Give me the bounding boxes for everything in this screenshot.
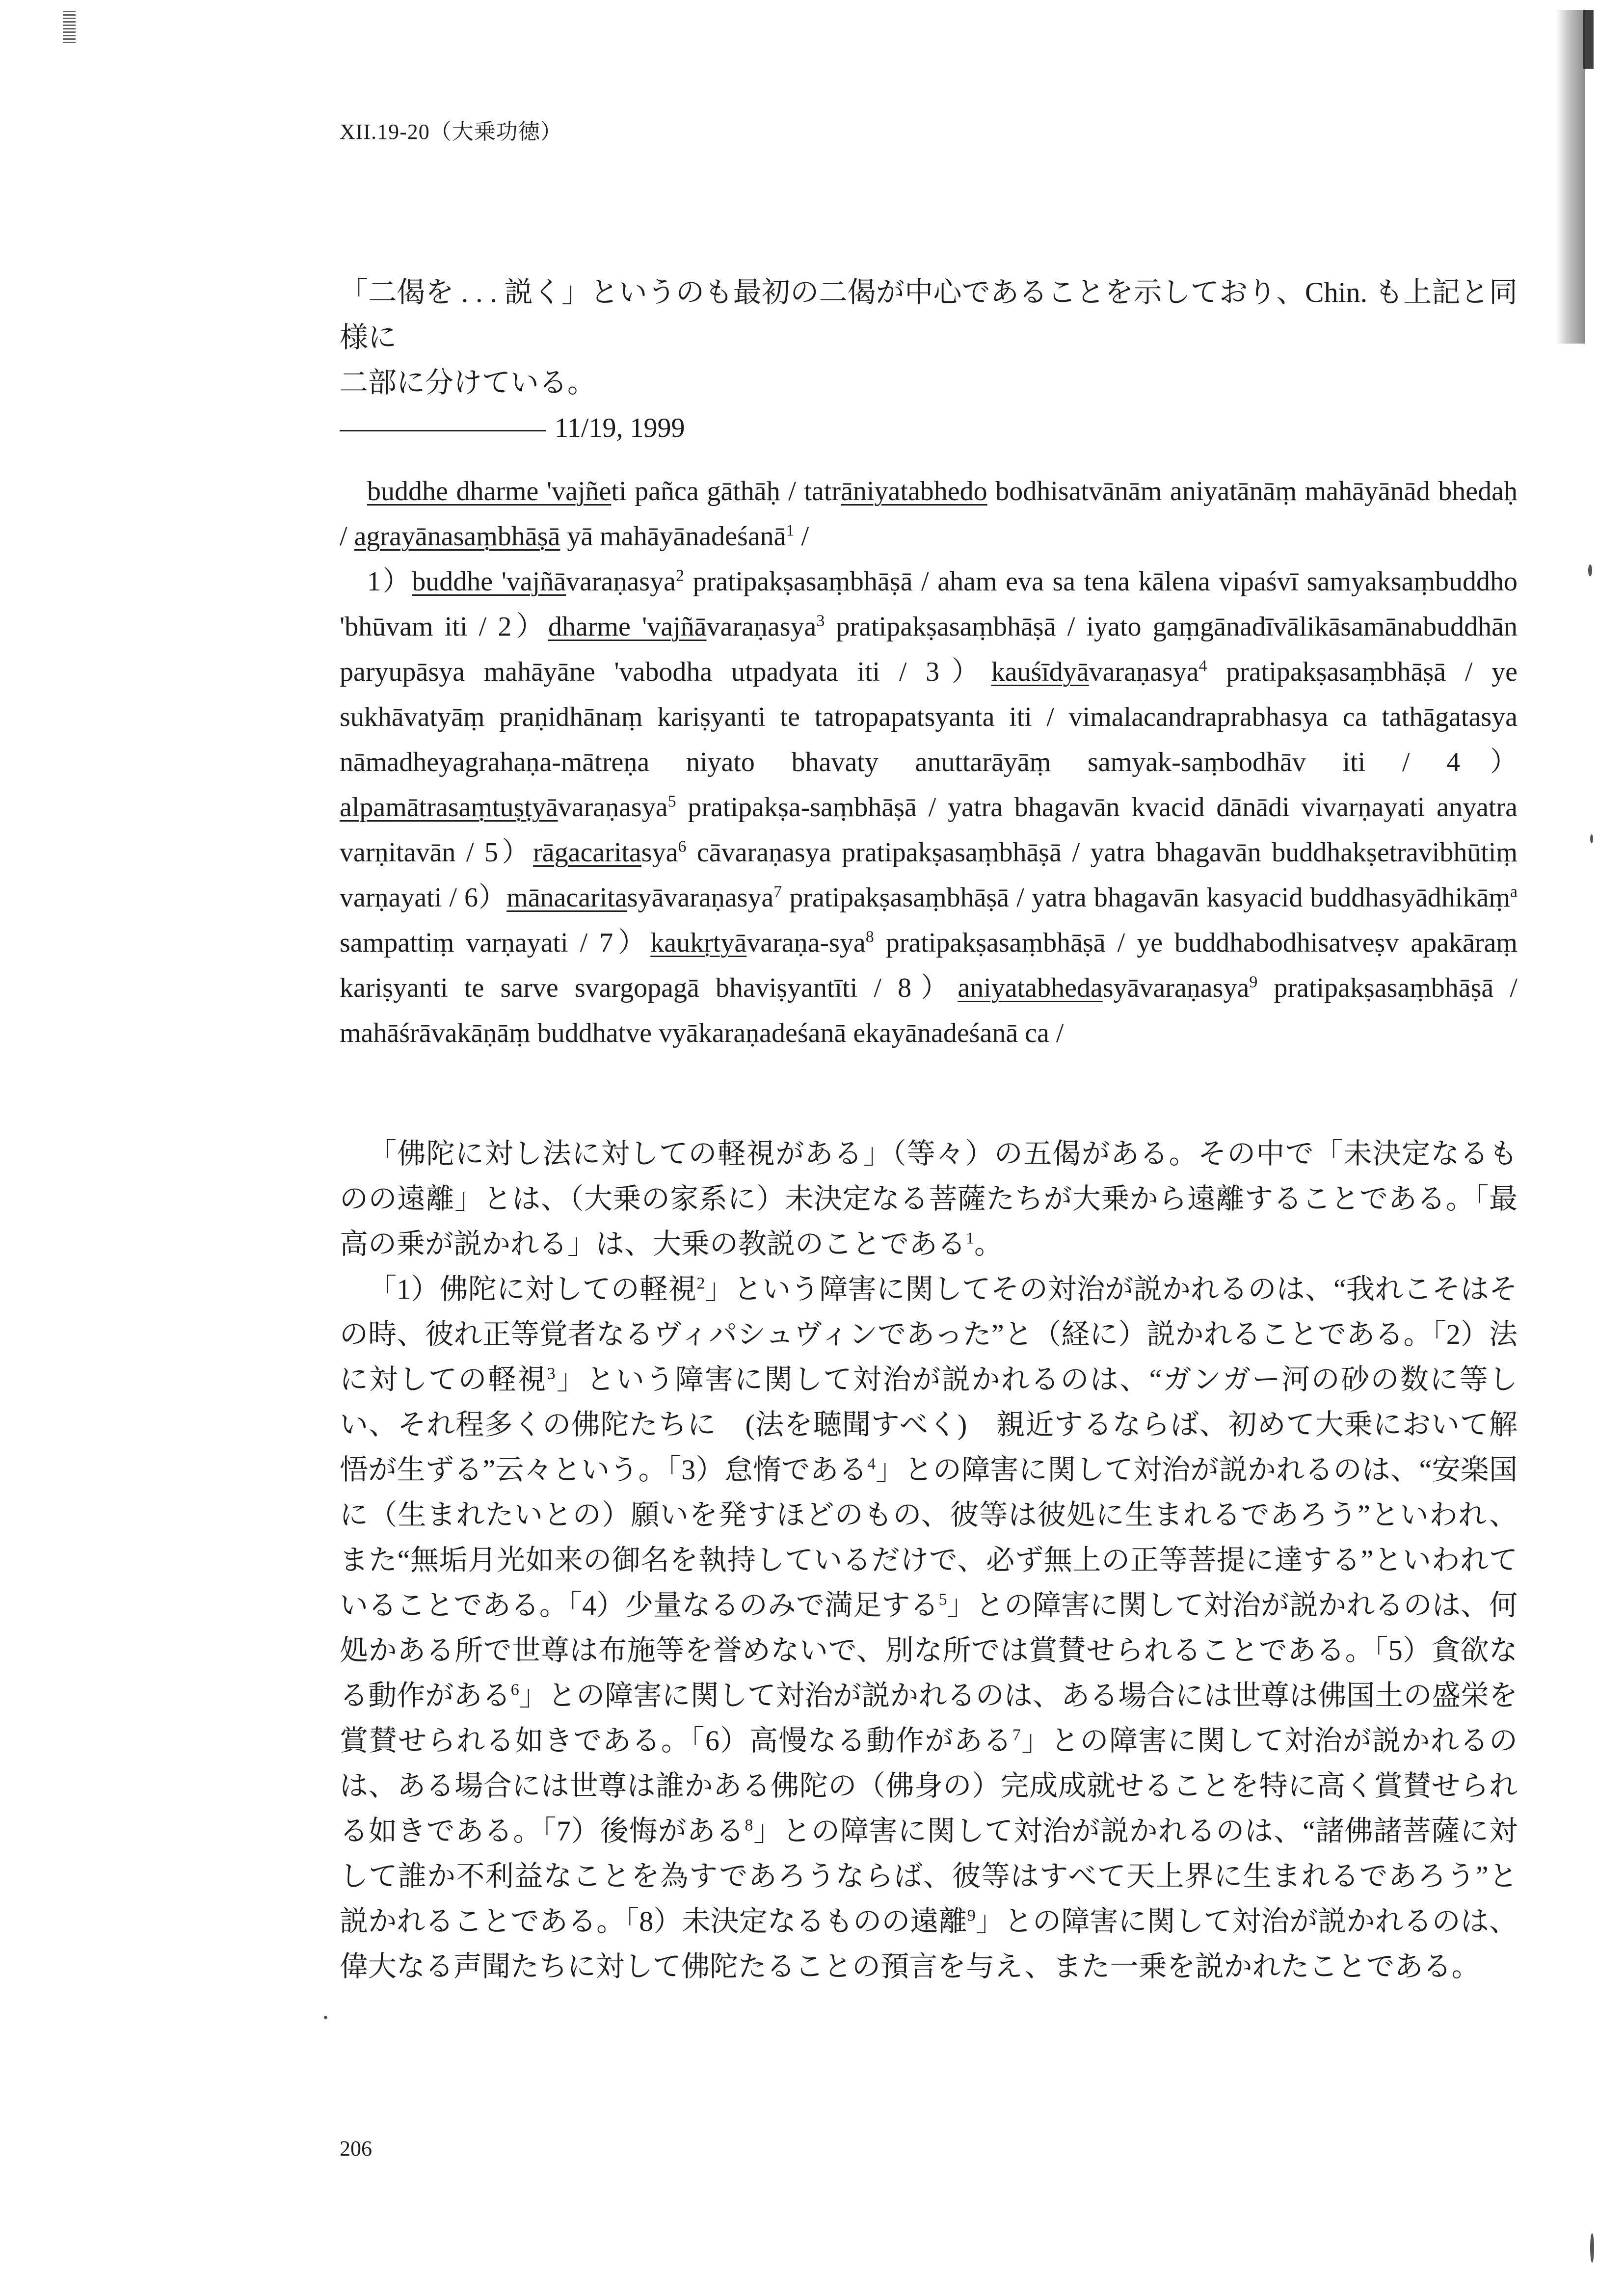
text-run: 「佛陀に対し法に対しての軽視がある」（等々）の五偈がある。その中で「未決定なるものの遠離」とは、（大乗の家系に）未決定なる菩薩たちが大乗から遠離することである。「最高の乗が説かれる」は、大乗の教説のことである [340,1138,1518,1260]
underlined-term: buddhe 'vajñā [412,566,566,597]
footnote-marker: 9 [967,1906,976,1925]
text-run: yā mahāyānadeśanā [560,521,786,552]
scan-speck [324,2016,327,2019]
text-run: sampattiṃ varṇayati / 7） [340,928,651,958]
footnote-marker: 5 [938,1590,947,1609]
intro-line-2: 二部に分けている。 [340,367,596,399]
text-run: 「1）佛陀に対しての軽視 [368,1273,697,1305]
page-number: 206 [340,2136,372,2161]
text-run: 」との障害に関して対治が説かれるのは、“諸佛諸菩薩に対して誰か不利益なことを為すであろうならば、彼等はすべて天上界に生まれるであろう”と説かれることである。「8）未決定なるものの遠離 [340,1815,1518,1937]
text-run: pratipakṣa-saṃbhāṣā / yatra bhagavān kvacid dānādi vivarṇayati anyatra varṇitavān / 5） [340,792,1518,868]
scan-speck [1590,2233,1594,2263]
text-run: varaṇa-sya [746,928,866,958]
footnote-marker: 2 [675,566,684,585]
footnote-marker: 6 [678,837,687,856]
text-run: varaṇasya [566,566,676,597]
text-run: varaṇasya [1089,657,1199,687]
underlined-term: agrayānasaṃbhāṣā [354,521,560,552]
text-run: bodhisatvānām aniyatānāṃ mahāyānād bhedaḥ / [340,476,1518,552]
japanese-block [340,1131,1518,1989]
text-run: 」との障害に関して対治が説かれるのは、偉大なる声聞たちに対して佛陀たることの預言を与え、また一乗を説かれたことである。 [340,1905,1518,1982]
text-run: pratipakṣasaṃbhāṣā / ye buddhabodhisatveṣv apakāraṃ kariṣyanti te sarve svargopagā bhaviṣyantīti / 8） [340,928,1518,1003]
text-run: 」との障害に関して対治が説かれるのは、ある場合には世尊は佛国土の盛栄を賞賛せられる如きである。「6）高慢なる動作がある [340,1680,1518,1757]
scan-edge-shadow [1556,10,1585,344]
footnote-marker: 7 [773,882,782,901]
footnote-marker: 4 [1198,657,1207,675]
sanskrit-block [340,469,1518,1056]
text-run: cāvaraṇasya pratipakṣasaṃbhāṣā / yatra bhagavān buddhakṣetravibhūtiṃ varṇayati / 6） [340,837,1518,913]
text-run: pratipakṣasaṃbhāṣā / yatra bhagavān kasyacid buddhasyādhikāṃ [782,882,1510,913]
text-run: pratipakṣasaṃbhāṣā / ye sukhāvatyāṃ praṇidhānaṃ kariṣyanti te tatropapatsyanta iti / vimalacandraprabhasya ca tathāgatasya nāmadheyagrahaṇa-mātreṇa niyato bhavaty anuttarāyāṃ samyak-saṃbodhāv iti / 4） [340,657,1518,777]
text-run: 1） [367,566,412,597]
date-stamp: 11/19, 1999 [555,413,685,443]
scan-speck [1590,834,1593,843]
footnote-marker: 3 [816,612,825,630]
intro-block [340,270,1518,451]
running-header: XII.19-20（大乗功徳） [340,120,562,144]
intro-line-1: 「二偈を . . . 説く」というのも最初の二偈が中心であることを示しており、Chin. も上記と同様に [340,276,1518,353]
text-run: syāvaraṇasya [627,882,774,913]
text-run: varaṇasya [558,792,668,823]
scan-edge-shadow-dark [1583,10,1594,69]
footnote-marker: 3 [547,1364,556,1383]
underlined-term: kauśīdyā [991,657,1089,687]
footnote-marker: 7 [1012,1726,1021,1744]
scan-mark [63,9,76,43]
sanskrit-paragraph-1 [340,469,1518,559]
text-run: varaṇasya [706,612,817,642]
text-run: syāvaraṇasya [1102,973,1250,1003]
sanskrit-paragraph-2 [340,559,1518,1056]
footnote-marker: 6 [510,1681,519,1699]
text-run: sya [641,837,678,868]
text-run: 」という障害に関してその対治が説かれるのは、“我れこそはその時、彼れ正等覚者なるヴィパシュヴィンであった”と（経に）説かれることである。「2）法に対しての軽視 [340,1273,1518,1395]
footnote-marker: 1 [966,1229,975,1248]
underlined-term: kaukṛtyā [650,928,747,958]
date-line [340,405,1518,451]
text-run: 」との障害に関して対治が説かれるのは、何処かある所で世尊は布施等を誉めないで、別な所では賞賛せられることである。「5）貪欲なる動作がある [340,1589,1518,1711]
footnote-marker: 8 [865,928,874,946]
underlined-term: mānacarita [506,882,627,913]
text-run: ti pañca gāthāḥ / tatr [611,476,841,507]
text-run: 」という障害に関して対治が説かれるのは、“ガンガー河の砂の数に等しい、それ程多くの佛陀たちに (法を聴聞すべく) 親近するならば、初めて大乗において解悟が生ずる”云々という。「3）怠惰である [340,1363,1518,1486]
text-run: pratipakṣasaṃbhāṣā / mahāśrāvakāṇāṃ buddhatve vyākaraṇadeśanā ekayānadeśanā ca / [340,973,1518,1048]
footnote-marker: a [1510,882,1518,901]
text-run: pratipakṣasaṃbhāṣā / aham eva sa tena kālena vipaśvī samyaksaṃbuddho 'bhūvam iti / 2） [340,566,1518,642]
footnote-marker: 2 [696,1274,705,1293]
underlined-term: alpamātrasaṃtuṣṭyā [340,792,558,823]
underlined-term: āniyatabhedo [841,476,987,507]
dash-rule [340,430,546,431]
footnote-marker: 8 [745,1816,753,1835]
footnote-marker: 9 [1249,973,1258,991]
underlined-term: rāgacarita [533,837,641,868]
underlined-term: dharme 'vajñā [548,612,707,642]
text-run: pratipakṣasaṃbhāṣā / iyato gaṃgānadīvālikāsamānabuddhān paryupāsya mahāyāne 'vabodha utpadyata iti / 3） [340,612,1518,687]
text-run: / [794,521,809,552]
text-run: 」との障害に関して対治が説かれるのは、ある場合には世尊は誰かある佛陀の（佛身の）完成成就せることを特に高く賞賛せられる如きである。「7）後悔がある [340,1725,1518,1847]
text-run: 。 [974,1228,1003,1260]
underlined-term: buddhe dharme 'vajñe [367,476,612,507]
scan-speck [1588,564,1592,576]
footnote-marker: 5 [667,792,676,811]
underlined-term: aniyatabheda [958,973,1103,1003]
footnote-marker: 1 [786,521,795,540]
footnote-marker: 4 [867,1455,876,1473]
japanese-paragraph-2 [340,1267,1518,1989]
text-run: 」との障害に関して対治が説かれるのは、“安楽国に（生まれたいとの）願いを発すほどのもの、彼等は彼処に生まれるであろう”といわれ、また“無垢月光如来の御名を執持しているだけで、必ず無上の正等菩提に達する”といわれていることである。「4）少量なるのみで満足する [340,1454,1518,1621]
japanese-paragraph-1 [340,1131,1518,1267]
